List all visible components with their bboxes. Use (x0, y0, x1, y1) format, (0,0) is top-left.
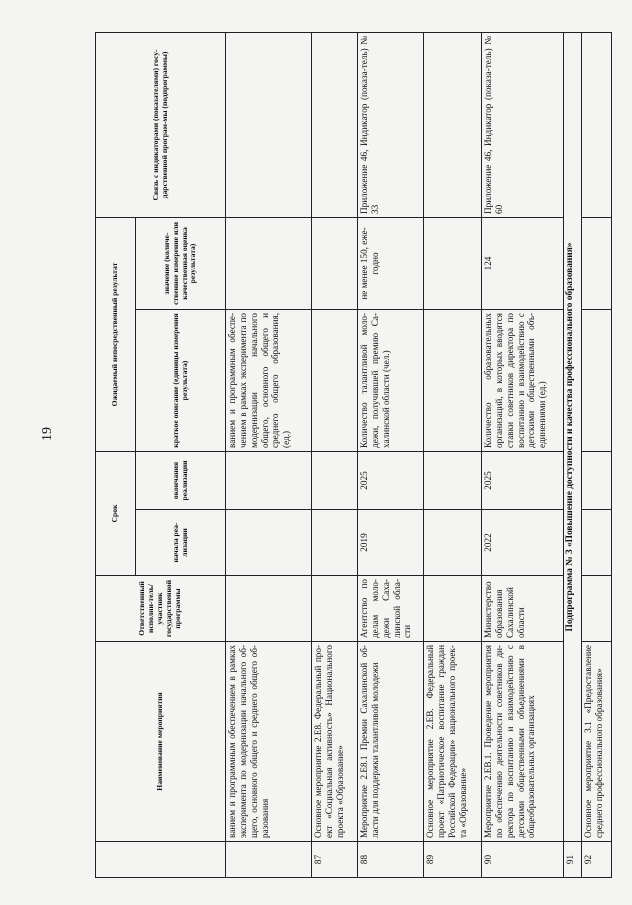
row-end: 2025 (482, 451, 564, 509)
row-result-value: не менее 150, еже-годно (358, 217, 424, 309)
header-end: окончания реализации (136, 451, 226, 509)
row-result-value (424, 217, 482, 309)
row-num: 89 (424, 842, 482, 878)
row-end (312, 451, 358, 509)
header-start: начала реа-лизации (136, 510, 226, 576)
page-number: 19 (40, 427, 55, 441)
table-header (96, 32, 226, 877)
row-name: Основное мероприятие 2.Е8. Федеральный про-ект «Социальная активность» Национального проекта «Образование» (312, 642, 358, 842)
row-start (226, 510, 312, 576)
row-end: 2025 (358, 451, 424, 509)
header-responsible: Ответственный исполни-тель/участник государственной программы (96, 576, 226, 642)
row-end (226, 451, 312, 509)
row-result-desc (424, 309, 482, 451)
row-link (226, 32, 312, 217)
row-result-desc: Количество образовательных организаций, в которых вводятся ставки советников директора по воспитанию и взаимодействию с детскими общественными объ-единениями (ед.) (482, 309, 564, 451)
row-result-desc: ванием и программным обеспе-чением в рамках эксперимента по модернизации начального общего, основного общего и среднего общего образования, (ед.) (226, 309, 312, 451)
row-num: 92 (582, 842, 612, 878)
header-period: Срок (96, 451, 136, 575)
row-result-value (226, 217, 312, 309)
row-num (226, 842, 312, 878)
row-name: Основное мероприятие 3.1 «Предоставление среднего профессионального образования» (582, 642, 612, 842)
subprogram-row (564, 32, 582, 877)
table-row (582, 32, 612, 877)
row-result-value (582, 217, 612, 309)
table-row (358, 32, 424, 877)
header-result-value: значение (количе-ственное измерение или качественная оценка результата) (136, 217, 226, 309)
row-result-desc (312, 309, 358, 451)
subprogram-title: Подпрограмма № 3 «Повышение доступности и качества профессионального образования» (564, 32, 582, 841)
row-responsible (312, 576, 358, 642)
document-table-area (95, 33, 604, 878)
row-name: Мероприятие 2.Е8.1 Премии Сахалинской об-ласти для поддержки талантливой молодежи (358, 642, 424, 842)
rotated-table-wrapper (95, 33, 604, 878)
row-end (582, 451, 612, 509)
row-responsible (582, 576, 612, 642)
header-result-desc: краткое описание (единицы измерения результата) (136, 309, 226, 451)
row-num: 90 (482, 842, 564, 878)
row-result-value (312, 217, 358, 309)
row-responsible (424, 576, 482, 642)
row-link: Приложение 46, Индикатор (показа-тель) № 60 (482, 32, 564, 217)
row-start: 2022 (482, 510, 564, 576)
header-num (96, 842, 226, 878)
row-result-value: 124 (482, 217, 564, 309)
row-start (582, 510, 612, 576)
row-end (424, 451, 482, 509)
table-row (312, 32, 358, 877)
row-link (424, 32, 482, 217)
row-responsible (226, 576, 312, 642)
row-result-desc: Количество талантливой моло-дежи, получившей премию Са-халинской области (чел.) (358, 309, 424, 451)
row-link: Приложение 46, Индикатор (показа-тель) № 33 (358, 32, 424, 217)
table-row (482, 32, 564, 877)
row-responsible: Министерство образования Сахалинской области (482, 576, 564, 642)
row-start: 2019 (358, 510, 424, 576)
row-name: ванием и программным обеспечением в рамках эксперимента по модернизации начального об-щего, основного общего и среднего общего об-разования (226, 642, 312, 842)
row-num: 87 (312, 842, 358, 878)
row-name: Основное мероприятие 2.ЕВ. Федеральный проект «Патриотическое воспитание граждан Российской Федерации» национального проек-та «Образование» (424, 642, 482, 842)
header-link: Связь с индикаторами (показателями) госу-дарственной програм-мы (подпрограммы) (96, 32, 226, 217)
row-start (312, 510, 358, 576)
row-link (312, 32, 358, 217)
header-result: Ожидаемый непосредственный результат (96, 217, 136, 451)
row-num: 91 (564, 842, 582, 878)
row-responsible: Агентство по делам моло-дежи Саха-линской обла-сти (358, 576, 424, 642)
table-row (424, 32, 482, 877)
row-result-desc (582, 309, 612, 451)
row-start (424, 510, 482, 576)
row-num: 88 (358, 842, 424, 878)
row-link (582, 32, 612, 217)
measures-table (95, 32, 612, 878)
header-name: Наименование мероприятия (96, 642, 226, 842)
row-name: Мероприятие 2.ЕВ.1. Проведение мероприятия по обеспечению деятельности советников ди-ректора по воспитанию и взаимодействию с детскими общественными объединениями в общеобразовательных организациях (482, 642, 564, 842)
table-row (226, 32, 312, 877)
